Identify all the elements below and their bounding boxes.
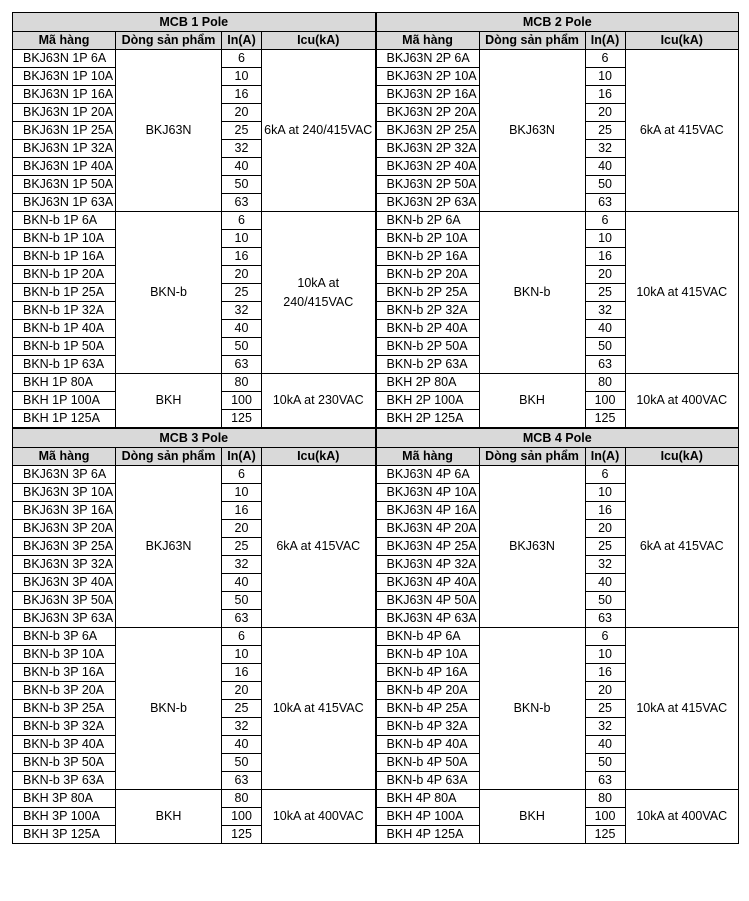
product-code-cell: BKJ63N 3P 20A xyxy=(13,520,116,538)
rated-current-cell: 63 xyxy=(222,356,262,374)
product-code-cell: BKH 1P 100A xyxy=(13,392,116,410)
table-mcb-2-pole xyxy=(376,12,740,428)
rated-current-cell: 6 xyxy=(585,50,625,68)
product-code-cell: BKH 2P 100A xyxy=(376,392,479,410)
product-code-cell: BKN-b 4P 16A xyxy=(376,664,479,682)
rated-current-cell: 25 xyxy=(222,700,262,718)
rated-current-cell: 50 xyxy=(222,592,262,610)
product-code-cell: BKN-b 3P 6A xyxy=(13,628,116,646)
product-code-cell: BKJ63N 3P 6A xyxy=(13,466,116,484)
rated-current-cell: 16 xyxy=(222,86,262,104)
rated-current-cell: 6 xyxy=(222,212,262,230)
product-code-cell: BKN-b 2P 10A xyxy=(376,230,479,248)
rated-current-cell: 40 xyxy=(585,320,625,338)
rated-current-cell: 40 xyxy=(585,158,625,176)
product-code-cell: BKN-b 1P 10A xyxy=(13,230,116,248)
rated-current-cell: 63 xyxy=(585,610,625,628)
product-code-cell: BKN-b 3P 20A xyxy=(13,682,116,700)
rated-current-cell: 40 xyxy=(585,574,625,592)
product-code-cell: BKN-b 2P 25A xyxy=(376,284,479,302)
breaking-capacity-cell: 10kA at 415VAC xyxy=(625,628,739,790)
product-code-cell: BKN-b 2P 20A xyxy=(376,266,479,284)
rated-current-cell: 25 xyxy=(222,122,262,140)
product-code-cell: BKH 1P 125A xyxy=(13,410,116,428)
breaking-capacity-cell: 10kA at 415VAC xyxy=(625,212,739,374)
rated-current-cell: 25 xyxy=(585,284,625,302)
product-code-cell: BKJ63N 1P 20A xyxy=(13,104,116,122)
rated-current-cell: 6 xyxy=(222,628,262,646)
product-code-cell: BKN-b 2P 50A xyxy=(376,338,479,356)
product-code-cell: BKJ63N 1P 6A xyxy=(13,50,116,68)
product-code-cell: BKJ63N 3P 32A xyxy=(13,556,116,574)
rated-current-cell: 80 xyxy=(222,790,262,808)
header-ma-hang: Mã hàng xyxy=(13,448,116,466)
rated-current-cell: 32 xyxy=(585,302,625,320)
product-code-cell: BKJ63N 4P 40A xyxy=(376,574,479,592)
rated-current-cell: 40 xyxy=(222,320,262,338)
rated-current-cell: 20 xyxy=(222,266,262,284)
product-code-cell: BKJ63N 2P 20A xyxy=(376,104,479,122)
product-code-cell: BKJ63N 2P 50A xyxy=(376,176,479,194)
product-code-cell: BKJ63N 2P 25A xyxy=(376,122,479,140)
block-title: MCB 1 Pole xyxy=(13,13,376,32)
table-row xyxy=(376,50,739,68)
rated-current-cell: 20 xyxy=(585,104,625,122)
rated-current-cell: 16 xyxy=(222,664,262,682)
rated-current-cell: 6 xyxy=(585,628,625,646)
product-code-cell: BKH 3P 80A xyxy=(13,790,116,808)
rated-current-cell: 25 xyxy=(585,700,625,718)
breaking-capacity-cell: 10kA at 415VAC xyxy=(262,628,376,790)
product-code-cell: BKN-b 4P 40A xyxy=(376,736,479,754)
block-title: MCB 3 Pole xyxy=(13,429,376,448)
table-row xyxy=(13,374,376,392)
row-top xyxy=(12,12,737,428)
product-code-cell: BKN-b 3P 50A xyxy=(13,754,116,772)
product-code-cell: BKN-b 1P 6A xyxy=(13,212,116,230)
header-in-a: In(A) xyxy=(585,448,625,466)
product-code-cell: BKJ63N 2P 63A xyxy=(376,194,479,212)
rated-current-cell: 10 xyxy=(585,230,625,248)
product-code-cell: BKN-b 2P 6A xyxy=(376,212,479,230)
rated-current-cell: 80 xyxy=(222,374,262,392)
product-code-cell: BKJ63N 2P 6A xyxy=(376,50,479,68)
rated-current-cell: 32 xyxy=(222,718,262,736)
product-code-cell: BKN-b 4P 32A xyxy=(376,718,479,736)
header-in-a: In(A) xyxy=(222,448,262,466)
product-code-cell: BKJ63N 1P 32A xyxy=(13,140,116,158)
header-icu-ka: Icu(kA) xyxy=(262,32,376,50)
table-row xyxy=(13,790,376,808)
rated-current-cell: 63 xyxy=(222,194,262,212)
product-code-cell: BKN-b 2P 16A xyxy=(376,248,479,266)
rated-current-cell: 50 xyxy=(585,176,625,194)
header-dong-san-pham: Dòng sản phẩm xyxy=(479,448,585,466)
rated-current-cell: 10 xyxy=(222,230,262,248)
rated-current-cell: 20 xyxy=(585,682,625,700)
product-code-cell: BKJ63N 1P 25A xyxy=(13,122,116,140)
product-code-cell: BKJ63N 1P 16A xyxy=(13,86,116,104)
rated-current-cell: 40 xyxy=(222,736,262,754)
rated-current-cell: 16 xyxy=(222,502,262,520)
product-line-cell: BKH xyxy=(479,374,585,428)
column-header-row xyxy=(376,448,739,466)
rated-current-cell: 40 xyxy=(585,736,625,754)
breaking-capacity-cell: 6kA at 415VAC xyxy=(625,466,739,628)
product-code-cell: BKN-b 1P 32A xyxy=(13,302,116,320)
product-code-cell: BKH 2P 80A xyxy=(376,374,479,392)
block-title-row xyxy=(376,429,739,448)
table-row xyxy=(376,212,739,230)
rated-current-cell: 16 xyxy=(585,664,625,682)
rated-current-cell: 25 xyxy=(585,538,625,556)
product-code-cell: BKN-b 4P 10A xyxy=(376,646,479,664)
table-row xyxy=(376,374,739,392)
rated-current-cell: 10 xyxy=(222,646,262,664)
table-mcb-4-pole xyxy=(376,428,740,844)
product-code-cell: BKJ63N 3P 16A xyxy=(13,502,116,520)
breaking-capacity-cell: 10kA at 240/415VAC xyxy=(262,212,376,374)
breaking-capacity-cell: 10kA at 400VAC xyxy=(625,374,739,428)
product-line-cell: BKH xyxy=(116,790,222,844)
rated-current-cell: 50 xyxy=(585,338,625,356)
rated-current-cell: 40 xyxy=(222,158,262,176)
product-line-cell: BKN-b xyxy=(479,212,585,374)
product-code-cell: BKN-b 3P 25A xyxy=(13,700,116,718)
rated-current-cell: 25 xyxy=(222,284,262,302)
header-ma-hang: Mã hàng xyxy=(376,32,479,50)
row-bottom xyxy=(12,428,737,844)
rated-current-cell: 20 xyxy=(585,266,625,284)
rated-current-cell: 63 xyxy=(222,772,262,790)
table-row xyxy=(13,628,376,646)
rated-current-cell: 50 xyxy=(585,592,625,610)
product-code-cell: BKJ63N 3P 10A xyxy=(13,484,116,502)
table-mcb-1-pole xyxy=(12,12,376,428)
breaking-capacity-cell: 6kA at 240/415VAC xyxy=(262,50,376,212)
table-row xyxy=(376,628,739,646)
product-code-cell: BKH 4P 125A xyxy=(376,826,479,844)
rated-current-cell: 100 xyxy=(585,808,625,826)
product-line-cell: BKH xyxy=(116,374,222,428)
header-ma-hang: Mã hàng xyxy=(13,32,116,50)
product-code-cell: BKJ63N 1P 40A xyxy=(13,158,116,176)
column-header-row xyxy=(13,448,376,466)
rated-current-cell: 40 xyxy=(222,574,262,592)
product-code-cell: BKH 1P 80A xyxy=(13,374,116,392)
table-row xyxy=(13,50,376,68)
product-code-cell: BKN-b 3P 16A xyxy=(13,664,116,682)
rated-current-cell: 80 xyxy=(585,790,625,808)
rated-current-cell: 25 xyxy=(222,538,262,556)
rated-current-cell: 125 xyxy=(222,410,262,428)
product-code-cell: BKJ63N 3P 25A xyxy=(13,538,116,556)
header-dong-san-pham: Dòng sản phẩm xyxy=(479,32,585,50)
rated-current-cell: 125 xyxy=(585,826,625,844)
product-code-cell: BKN-b 2P 40A xyxy=(376,320,479,338)
rated-current-cell: 100 xyxy=(585,392,625,410)
rated-current-cell: 6 xyxy=(585,212,625,230)
rated-current-cell: 125 xyxy=(222,826,262,844)
rated-current-cell: 10 xyxy=(222,68,262,86)
header-dong-san-pham: Dòng sản phẩm xyxy=(116,32,222,50)
product-code-cell: BKJ63N 2P 10A xyxy=(376,68,479,86)
product-code-cell: BKN-b 4P 50A xyxy=(376,754,479,772)
rated-current-cell: 100 xyxy=(222,808,262,826)
rated-current-cell: 25 xyxy=(585,122,625,140)
product-code-cell: BKJ63N 4P 16A xyxy=(376,502,479,520)
product-code-cell: BKJ63N 4P 63A xyxy=(376,610,479,628)
header-icu-ka: Icu(kA) xyxy=(262,448,376,466)
product-code-cell: BKN-b 3P 32A xyxy=(13,718,116,736)
product-code-cell: BKN-b 1P 16A xyxy=(13,248,116,266)
product-code-cell: BKN-b 2P 63A xyxy=(376,356,479,374)
rated-current-cell: 32 xyxy=(585,140,625,158)
column-header-row xyxy=(376,32,739,50)
breaking-capacity-cell: 6kA at 415VAC xyxy=(262,466,376,628)
product-code-cell: BKJ63N 2P 16A xyxy=(376,86,479,104)
block-title-row xyxy=(376,13,739,32)
product-code-cell: BKJ63N 2P 32A xyxy=(376,140,479,158)
rated-current-cell: 6 xyxy=(585,466,625,484)
product-code-cell: BKJ63N 3P 50A xyxy=(13,592,116,610)
product-code-cell: BKN-b 3P 63A xyxy=(13,772,116,790)
rated-current-cell: 16 xyxy=(585,248,625,266)
product-line-cell: BKJ63N xyxy=(479,50,585,212)
product-code-cell: BKJ63N 4P 32A xyxy=(376,556,479,574)
breaking-capacity-cell: 10kA at 400VAC xyxy=(262,790,376,844)
product-code-cell: BKJ63N 4P 25A xyxy=(376,538,479,556)
rated-current-cell: 50 xyxy=(222,176,262,194)
block-title: MCB 4 Pole xyxy=(376,429,739,448)
product-code-cell: BKN-b 3P 40A xyxy=(13,736,116,754)
rated-current-cell: 50 xyxy=(585,754,625,772)
product-code-cell: BKJ63N 4P 20A xyxy=(376,520,479,538)
rated-current-cell: 20 xyxy=(222,520,262,538)
product-code-cell: BKJ63N 2P 40A xyxy=(376,158,479,176)
rated-current-cell: 16 xyxy=(222,248,262,266)
header-in-a: In(A) xyxy=(222,32,262,50)
rated-current-cell: 63 xyxy=(222,610,262,628)
table-row xyxy=(13,212,376,230)
rated-current-cell: 63 xyxy=(585,194,625,212)
product-code-cell: BKJ63N 4P 6A xyxy=(376,466,479,484)
header-dong-san-pham: Dòng sản phẩm xyxy=(116,448,222,466)
breaking-capacity-cell: 10kA at 230VAC xyxy=(262,374,376,428)
header-icu-ka: Icu(kA) xyxy=(625,32,739,50)
product-code-cell: BKH 4P 100A xyxy=(376,808,479,826)
header-icu-ka: Icu(kA) xyxy=(625,448,739,466)
product-code-cell: BKH 3P 125A xyxy=(13,826,116,844)
product-code-cell: BKJ63N 4P 10A xyxy=(376,484,479,502)
product-code-cell: BKN-b 1P 40A xyxy=(13,320,116,338)
product-code-cell: BKN-b 4P 63A xyxy=(376,772,479,790)
product-line-cell: BKJ63N xyxy=(116,466,222,628)
table-row xyxy=(376,466,739,484)
product-code-cell: BKH 3P 100A xyxy=(13,808,116,826)
table-row xyxy=(376,790,739,808)
product-line-cell: BKN-b xyxy=(479,628,585,790)
rated-current-cell: 32 xyxy=(585,556,625,574)
product-line-cell: BKH xyxy=(479,790,585,844)
rated-current-cell: 32 xyxy=(222,556,262,574)
product-code-cell: BKJ63N 1P 63A xyxy=(13,194,116,212)
product-code-cell: BKN-b 1P 50A xyxy=(13,338,116,356)
rated-current-cell: 10 xyxy=(585,646,625,664)
product-code-cell: BKN-b 2P 32A xyxy=(376,302,479,320)
product-code-cell: BKH 4P 80A xyxy=(376,790,479,808)
product-code-cell: BKJ63N 3P 63A xyxy=(13,610,116,628)
mcb-spec-sheet xyxy=(12,12,737,844)
header-ma-hang: Mã hàng xyxy=(376,448,479,466)
rated-current-cell: 20 xyxy=(222,682,262,700)
breaking-capacity-cell: 6kA at 415VAC xyxy=(625,50,739,212)
rated-current-cell: 100 xyxy=(222,392,262,410)
product-code-cell: BKJ63N 4P 50A xyxy=(376,592,479,610)
product-code-cell: BKN-b 1P 63A xyxy=(13,356,116,374)
product-code-cell: BKJ63N 1P 50A xyxy=(13,176,116,194)
product-line-cell: BKN-b xyxy=(116,628,222,790)
breaking-capacity-cell: 10kA at 400VAC xyxy=(625,790,739,844)
rated-current-cell: 80 xyxy=(585,374,625,392)
rated-current-cell: 6 xyxy=(222,466,262,484)
table-mcb-3-pole xyxy=(12,428,376,844)
product-code-cell: BKN-b 1P 20A xyxy=(13,266,116,284)
header-in-a: In(A) xyxy=(585,32,625,50)
rated-current-cell: 20 xyxy=(222,104,262,122)
product-code-cell: BKN-b 1P 25A xyxy=(13,284,116,302)
product-code-cell: BKJ63N 1P 10A xyxy=(13,68,116,86)
rated-current-cell: 32 xyxy=(222,302,262,320)
rated-current-cell: 50 xyxy=(222,338,262,356)
rated-current-cell: 32 xyxy=(585,718,625,736)
rated-current-cell: 63 xyxy=(585,356,625,374)
rated-current-cell: 20 xyxy=(585,520,625,538)
column-header-row xyxy=(13,32,376,50)
product-line-cell: BKJ63N xyxy=(479,466,585,628)
block-title: MCB 2 Pole xyxy=(376,13,739,32)
product-code-cell: BKN-b 4P 25A xyxy=(376,700,479,718)
product-code-cell: BKJ63N 3P 40A xyxy=(13,574,116,592)
rated-current-cell: 10 xyxy=(585,484,625,502)
product-code-cell: BKN-b 4P 20A xyxy=(376,682,479,700)
rated-current-cell: 32 xyxy=(222,140,262,158)
rated-current-cell: 16 xyxy=(585,502,625,520)
product-code-cell: BKN-b 3P 10A xyxy=(13,646,116,664)
block-title-row xyxy=(13,13,376,32)
product-line-cell: BKN-b xyxy=(116,212,222,374)
rated-current-cell: 50 xyxy=(222,754,262,772)
product-code-cell: BKN-b 4P 6A xyxy=(376,628,479,646)
block-title-row xyxy=(13,429,376,448)
rated-current-cell: 125 xyxy=(585,410,625,428)
rated-current-cell: 6 xyxy=(222,50,262,68)
rated-current-cell: 63 xyxy=(585,772,625,790)
rated-current-cell: 10 xyxy=(585,68,625,86)
product-code-cell: BKH 2P 125A xyxy=(376,410,479,428)
rated-current-cell: 16 xyxy=(585,86,625,104)
product-line-cell: BKJ63N xyxy=(116,50,222,212)
rated-current-cell: 10 xyxy=(222,484,262,502)
table-row xyxy=(13,466,376,484)
